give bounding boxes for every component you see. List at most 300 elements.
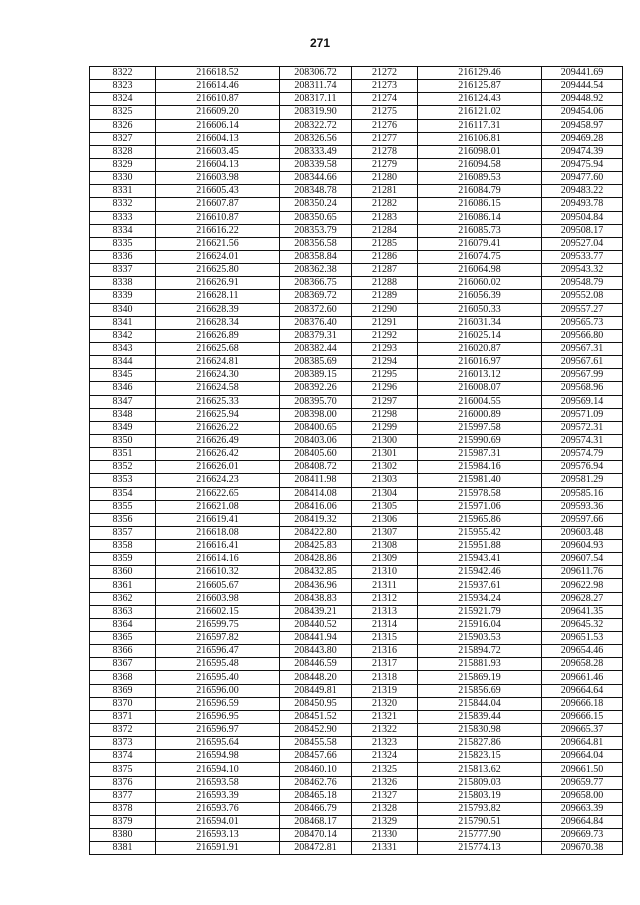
point-number-b-cell: 21286	[352, 250, 418, 263]
x-coordinate-b-cell: 215990.69	[418, 434, 542, 447]
point-number-b-cell: 21310	[352, 566, 418, 579]
point-number-a-cell: 8331	[90, 185, 156, 198]
y-coordinate-a-cell: 208465.18	[280, 789, 352, 802]
point-number-a-cell: 8381	[90, 842, 156, 855]
x-coordinate-a-cell: 216624.81	[156, 356, 280, 369]
y-coordinate-b-cell: 209527.04	[542, 237, 623, 250]
y-coordinate-b-cell: 209568.96	[542, 382, 623, 395]
y-coordinate-b-cell: 209508.17	[542, 224, 623, 237]
point-number-a-cell: 8327	[90, 132, 156, 145]
y-coordinate-b-cell: 209670.38	[542, 842, 623, 855]
point-number-a-cell: 8324	[90, 93, 156, 106]
x-coordinate-b-cell: 215984.16	[418, 461, 542, 474]
y-coordinate-b-cell: 209444.54	[542, 80, 623, 93]
point-number-a-cell: 8332	[90, 198, 156, 211]
coordinates-table-body	[90, 67, 623, 855]
x-coordinate-b-cell: 216004.55	[418, 395, 542, 408]
x-coordinate-b-cell: 216050.33	[418, 303, 542, 316]
y-coordinate-b-cell: 209664.84	[542, 816, 623, 829]
point-number-b-cell: 21296	[352, 382, 418, 395]
y-coordinate-a-cell: 208468.17	[280, 816, 352, 829]
point-number-a-cell: 8333	[90, 211, 156, 224]
y-coordinate-a-cell: 208339.58	[280, 158, 352, 171]
table-row	[90, 724, 623, 737]
point-number-a-cell: 8355	[90, 500, 156, 513]
y-coordinate-b-cell: 209604.93	[542, 540, 623, 553]
point-number-b-cell: 21308	[352, 540, 418, 553]
point-number-b-cell: 21301	[352, 448, 418, 461]
y-coordinate-a-cell: 208451.52	[280, 710, 352, 723]
y-coordinate-a-cell: 208411.98	[280, 474, 352, 487]
point-number-b-cell: 21283	[352, 211, 418, 224]
y-coordinate-b-cell: 209567.61	[542, 356, 623, 369]
x-coordinate-b-cell: 216013.12	[418, 369, 542, 382]
y-coordinate-b-cell: 209645.32	[542, 618, 623, 631]
point-number-a-cell: 8376	[90, 776, 156, 789]
point-number-b-cell: 21323	[352, 737, 418, 750]
y-coordinate-a-cell: 208385.69	[280, 356, 352, 369]
point-number-a-cell: 8372	[90, 724, 156, 737]
y-coordinate-b-cell: 209664.81	[542, 737, 623, 750]
y-coordinate-b-cell: 209565.73	[542, 316, 623, 329]
point-number-b-cell: 21280	[352, 172, 418, 185]
y-coordinate-b-cell: 209475.94	[542, 158, 623, 171]
y-coordinate-b-cell: 209574.79	[542, 448, 623, 461]
x-coordinate-a-cell: 216624.23	[156, 474, 280, 487]
point-number-b-cell: 21302	[352, 461, 418, 474]
x-coordinate-b-cell: 215774.13	[418, 842, 542, 855]
x-coordinate-b-cell: 216125.87	[418, 80, 542, 93]
x-coordinate-a-cell: 216622.65	[156, 487, 280, 500]
y-coordinate-b-cell: 209504.84	[542, 211, 623, 224]
y-coordinate-a-cell: 208400.65	[280, 421, 352, 434]
x-coordinate-a-cell: 216605.43	[156, 185, 280, 198]
y-coordinate-a-cell: 208356.58	[280, 237, 352, 250]
point-number-b-cell: 21274	[352, 93, 418, 106]
point-number-b-cell: 21292	[352, 329, 418, 342]
x-coordinate-b-cell: 215942.46	[418, 566, 542, 579]
x-coordinate-a-cell: 216594.10	[156, 763, 280, 776]
coordinates-table	[89, 66, 623, 855]
y-coordinate-b-cell: 209454.06	[542, 106, 623, 119]
point-number-a-cell: 8364	[90, 618, 156, 631]
x-coordinate-a-cell: 216602.15	[156, 605, 280, 618]
y-coordinate-a-cell: 208441.94	[280, 632, 352, 645]
y-coordinate-b-cell: 209493.78	[542, 198, 623, 211]
table-row	[90, 211, 623, 224]
y-coordinate-b-cell: 209658.28	[542, 658, 623, 671]
y-coordinate-b-cell: 209441.69	[542, 67, 623, 80]
y-coordinate-b-cell: 209483.22	[542, 185, 623, 198]
y-coordinate-a-cell: 208462.76	[280, 776, 352, 789]
point-number-a-cell: 8363	[90, 605, 156, 618]
x-coordinate-b-cell: 215934.24	[418, 592, 542, 605]
x-coordinate-b-cell: 215997.58	[418, 421, 542, 434]
y-coordinate-a-cell: 208350.24	[280, 198, 352, 211]
table-row	[90, 500, 623, 513]
x-coordinate-a-cell: 216624.30	[156, 369, 280, 382]
y-coordinate-b-cell: 209666.15	[542, 710, 623, 723]
y-coordinate-a-cell: 208443.80	[280, 645, 352, 658]
x-coordinate-b-cell: 215955.42	[418, 526, 542, 539]
point-number-a-cell: 8362	[90, 592, 156, 605]
y-coordinate-b-cell: 209669.73	[542, 829, 623, 842]
y-coordinate-b-cell: 209607.54	[542, 553, 623, 566]
y-coordinate-a-cell: 208446.59	[280, 658, 352, 671]
x-coordinate-a-cell: 216619.41	[156, 513, 280, 526]
table-row	[90, 684, 623, 697]
point-number-b-cell: 21329	[352, 816, 418, 829]
y-coordinate-a-cell: 208392.26	[280, 382, 352, 395]
point-number-b-cell: 21282	[352, 198, 418, 211]
y-coordinate-a-cell: 208348.78	[280, 185, 352, 198]
x-coordinate-b-cell: 215916.04	[418, 618, 542, 631]
point-number-b-cell: 21291	[352, 316, 418, 329]
point-number-a-cell: 8365	[90, 632, 156, 645]
y-coordinate-a-cell: 208311.74	[280, 80, 352, 93]
y-coordinate-b-cell: 209567.99	[542, 369, 623, 382]
table-row	[90, 579, 623, 592]
point-number-a-cell: 8328	[90, 145, 156, 158]
x-coordinate-a-cell: 216621.56	[156, 237, 280, 250]
point-number-a-cell: 8380	[90, 829, 156, 842]
table-row	[90, 145, 623, 158]
point-number-b-cell: 21304	[352, 487, 418, 500]
y-coordinate-b-cell: 209663.39	[542, 802, 623, 815]
x-coordinate-a-cell: 216596.47	[156, 645, 280, 658]
y-coordinate-a-cell: 208326.56	[280, 132, 352, 145]
point-number-b-cell: 21287	[352, 264, 418, 277]
point-number-b-cell: 21303	[352, 474, 418, 487]
x-coordinate-a-cell: 216626.49	[156, 434, 280, 447]
table-row	[90, 802, 623, 815]
y-coordinate-b-cell: 209581.29	[542, 474, 623, 487]
point-number-b-cell: 21307	[352, 526, 418, 539]
x-coordinate-b-cell: 216031.34	[418, 316, 542, 329]
x-coordinate-b-cell: 216056.39	[418, 290, 542, 303]
point-number-b-cell: 21277	[352, 132, 418, 145]
x-coordinate-b-cell: 216000.89	[418, 408, 542, 421]
point-number-a-cell: 8334	[90, 224, 156, 237]
table-row	[90, 421, 623, 434]
y-coordinate-a-cell: 208428.86	[280, 553, 352, 566]
point-number-b-cell: 21326	[352, 776, 418, 789]
y-coordinate-a-cell: 208403.06	[280, 434, 352, 447]
y-coordinate-a-cell: 208382.44	[280, 342, 352, 355]
table-row	[90, 250, 623, 263]
x-coordinate-a-cell: 216616.41	[156, 540, 280, 553]
y-coordinate-a-cell: 208416.06	[280, 500, 352, 513]
point-number-b-cell: 21273	[352, 80, 418, 93]
y-coordinate-b-cell: 209659.77	[542, 776, 623, 789]
table-row	[90, 80, 623, 93]
y-coordinate-a-cell: 208306.72	[280, 67, 352, 80]
y-coordinate-a-cell: 208372.60	[280, 303, 352, 316]
table-row	[90, 132, 623, 145]
point-number-a-cell: 8349	[90, 421, 156, 434]
x-coordinate-b-cell: 215793.82	[418, 802, 542, 815]
x-coordinate-a-cell: 216628.39	[156, 303, 280, 316]
y-coordinate-a-cell: 208317.11	[280, 93, 352, 106]
point-number-b-cell: 21331	[352, 842, 418, 855]
x-coordinate-a-cell: 216625.80	[156, 264, 280, 277]
table-row	[90, 329, 623, 342]
y-coordinate-b-cell: 209661.46	[542, 671, 623, 684]
y-coordinate-a-cell: 208369.72	[280, 290, 352, 303]
x-coordinate-b-cell: 216094.58	[418, 158, 542, 171]
y-coordinate-b-cell: 209552.08	[542, 290, 623, 303]
table-row	[90, 93, 623, 106]
y-coordinate-a-cell: 208353.79	[280, 224, 352, 237]
x-coordinate-b-cell: 215894.72	[418, 645, 542, 658]
point-number-a-cell: 8336	[90, 250, 156, 263]
y-coordinate-b-cell: 209474.39	[542, 145, 623, 158]
y-coordinate-b-cell: 209641.35	[542, 605, 623, 618]
table-row	[90, 303, 623, 316]
x-coordinate-b-cell: 216064.98	[418, 264, 542, 277]
x-coordinate-b-cell: 215803.19	[418, 789, 542, 802]
x-coordinate-a-cell: 216593.58	[156, 776, 280, 789]
x-coordinate-b-cell: 215971.06	[418, 500, 542, 513]
y-coordinate-b-cell: 209654.46	[542, 645, 623, 658]
x-coordinate-a-cell: 216626.91	[156, 277, 280, 290]
y-coordinate-a-cell: 208376.40	[280, 316, 352, 329]
y-coordinate-b-cell: 209574.31	[542, 434, 623, 447]
point-number-a-cell: 8341	[90, 316, 156, 329]
y-coordinate-a-cell: 208344.66	[280, 172, 352, 185]
table-row	[90, 750, 623, 763]
x-coordinate-b-cell: 215943.41	[418, 553, 542, 566]
point-number-b-cell: 21294	[352, 356, 418, 369]
table-row	[90, 290, 623, 303]
y-coordinate-a-cell: 208405.60	[280, 448, 352, 461]
table-row	[90, 513, 623, 526]
point-number-a-cell: 8378	[90, 802, 156, 815]
y-coordinate-b-cell: 209576.94	[542, 461, 623, 474]
y-coordinate-b-cell: 209603.48	[542, 526, 623, 539]
x-coordinate-b-cell: 216098.01	[418, 145, 542, 158]
point-number-b-cell: 21328	[352, 802, 418, 815]
y-coordinate-a-cell: 208425.83	[280, 540, 352, 553]
y-coordinate-b-cell: 209651.53	[542, 632, 623, 645]
x-coordinate-b-cell: 215951.88	[418, 540, 542, 553]
table-row	[90, 763, 623, 776]
table-row	[90, 487, 623, 500]
table-row	[90, 632, 623, 645]
y-coordinate-a-cell: 208333.49	[280, 145, 352, 158]
point-number-a-cell: 8371	[90, 710, 156, 723]
x-coordinate-a-cell: 216618.08	[156, 526, 280, 539]
point-number-a-cell: 8323	[90, 80, 156, 93]
x-coordinate-a-cell: 216607.87	[156, 198, 280, 211]
y-coordinate-b-cell: 209593.36	[542, 500, 623, 513]
x-coordinate-a-cell: 216628.11	[156, 290, 280, 303]
table-row	[90, 671, 623, 684]
table-row	[90, 658, 623, 671]
x-coordinate-a-cell: 216626.42	[156, 448, 280, 461]
x-coordinate-b-cell: 216060.02	[418, 277, 542, 290]
x-coordinate-b-cell: 216085.73	[418, 224, 542, 237]
point-number-b-cell: 21276	[352, 119, 418, 132]
point-number-b-cell: 21289	[352, 290, 418, 303]
point-number-b-cell: 21297	[352, 395, 418, 408]
point-number-a-cell: 8352	[90, 461, 156, 474]
point-number-a-cell: 8368	[90, 671, 156, 684]
x-coordinate-b-cell: 216089.53	[418, 172, 542, 185]
x-coordinate-b-cell: 215827.86	[418, 737, 542, 750]
y-coordinate-b-cell: 209533.77	[542, 250, 623, 263]
table-row	[90, 237, 623, 250]
point-number-a-cell: 8373	[90, 737, 156, 750]
y-coordinate-b-cell: 209611.76	[542, 566, 623, 579]
x-coordinate-b-cell: 215987.31	[418, 448, 542, 461]
point-number-b-cell: 21320	[352, 697, 418, 710]
x-coordinate-a-cell: 216614.16	[156, 553, 280, 566]
y-coordinate-a-cell: 208358.84	[280, 250, 352, 263]
table-row	[90, 448, 623, 461]
x-coordinate-a-cell: 216610.87	[156, 211, 280, 224]
table-row	[90, 277, 623, 290]
x-coordinate-a-cell: 216624.58	[156, 382, 280, 395]
y-coordinate-b-cell: 209572.31	[542, 421, 623, 434]
x-coordinate-b-cell: 216079.41	[418, 237, 542, 250]
x-coordinate-b-cell: 215937.61	[418, 579, 542, 592]
y-coordinate-b-cell: 209543.32	[542, 264, 623, 277]
y-coordinate-a-cell: 208439.21	[280, 605, 352, 618]
y-coordinate-b-cell: 209628.27	[542, 592, 623, 605]
y-coordinate-a-cell: 208319.90	[280, 106, 352, 119]
y-coordinate-b-cell: 209477.60	[542, 172, 623, 185]
y-coordinate-b-cell: 209548.79	[542, 277, 623, 290]
point-number-b-cell: 21278	[352, 145, 418, 158]
y-coordinate-b-cell: 209664.04	[542, 750, 623, 763]
y-coordinate-b-cell: 209664.64	[542, 684, 623, 697]
y-coordinate-b-cell: 209658.00	[542, 789, 623, 802]
point-number-a-cell: 8367	[90, 658, 156, 671]
y-coordinate-a-cell: 208466.79	[280, 802, 352, 815]
point-number-a-cell: 8340	[90, 303, 156, 316]
point-number-b-cell: 21290	[352, 303, 418, 316]
table-row	[90, 789, 623, 802]
table-row	[90, 710, 623, 723]
x-coordinate-b-cell: 215823.15	[418, 750, 542, 763]
x-coordinate-a-cell: 216626.01	[156, 461, 280, 474]
y-coordinate-a-cell: 208432.85	[280, 566, 352, 579]
y-coordinate-b-cell: 209557.27	[542, 303, 623, 316]
point-number-a-cell: 8353	[90, 474, 156, 487]
y-coordinate-a-cell: 208460.10	[280, 763, 352, 776]
point-number-b-cell: 21293	[352, 342, 418, 355]
table-row	[90, 356, 623, 369]
x-coordinate-a-cell: 216616.22	[156, 224, 280, 237]
y-coordinate-b-cell: 209566.80	[542, 329, 623, 342]
point-number-a-cell: 8346	[90, 382, 156, 395]
x-coordinate-a-cell: 216603.98	[156, 172, 280, 185]
point-number-b-cell: 21321	[352, 710, 418, 723]
point-number-b-cell: 21284	[352, 224, 418, 237]
point-number-a-cell: 8329	[90, 158, 156, 171]
x-coordinate-a-cell: 216628.34	[156, 316, 280, 329]
table-row	[90, 776, 623, 789]
table-row	[90, 382, 623, 395]
x-coordinate-b-cell: 216008.07	[418, 382, 542, 395]
x-coordinate-a-cell: 216591.91	[156, 842, 280, 855]
x-coordinate-a-cell: 216596.00	[156, 684, 280, 697]
x-coordinate-a-cell: 216625.68	[156, 342, 280, 355]
point-number-b-cell: 21327	[352, 789, 418, 802]
x-coordinate-a-cell: 216605.67	[156, 579, 280, 592]
table-row	[90, 434, 623, 447]
table-row	[90, 526, 623, 539]
point-number-b-cell: 21305	[352, 500, 418, 513]
x-coordinate-b-cell: 215978.58	[418, 487, 542, 500]
x-coordinate-b-cell: 215790.51	[418, 816, 542, 829]
y-coordinate-a-cell: 208414.08	[280, 487, 352, 500]
point-number-a-cell: 8342	[90, 329, 156, 342]
point-number-b-cell: 21279	[352, 158, 418, 171]
y-coordinate-b-cell: 209458.97	[542, 119, 623, 132]
y-coordinate-b-cell: 209469.28	[542, 132, 623, 145]
point-number-a-cell: 8361	[90, 579, 156, 592]
table-row	[90, 842, 623, 855]
x-coordinate-a-cell: 216595.48	[156, 658, 280, 671]
y-coordinate-a-cell: 208422.80	[280, 526, 352, 539]
y-coordinate-a-cell: 208419.32	[280, 513, 352, 526]
x-coordinate-b-cell: 216129.46	[418, 67, 542, 80]
point-number-a-cell: 8343	[90, 342, 156, 355]
point-number-a-cell: 8379	[90, 816, 156, 829]
x-coordinate-a-cell: 216614.46	[156, 80, 280, 93]
point-number-a-cell: 8360	[90, 566, 156, 579]
x-coordinate-a-cell: 216604.13	[156, 132, 280, 145]
y-coordinate-b-cell: 209448.92	[542, 93, 623, 106]
table-row	[90, 816, 623, 829]
point-number-b-cell: 21313	[352, 605, 418, 618]
point-number-a-cell: 8338	[90, 277, 156, 290]
x-coordinate-a-cell: 216603.45	[156, 145, 280, 158]
point-number-a-cell: 8377	[90, 789, 156, 802]
table-row	[90, 737, 623, 750]
point-number-a-cell: 8348	[90, 408, 156, 421]
x-coordinate-b-cell: 216084.79	[418, 185, 542, 198]
x-coordinate-a-cell: 216597.82	[156, 632, 280, 645]
y-coordinate-a-cell: 208448.20	[280, 671, 352, 684]
point-number-a-cell: 8345	[90, 369, 156, 382]
x-coordinate-b-cell: 215813.62	[418, 763, 542, 776]
point-number-b-cell: 21324	[352, 750, 418, 763]
table-row	[90, 119, 623, 132]
point-number-a-cell: 8325	[90, 106, 156, 119]
x-coordinate-a-cell: 216593.76	[156, 802, 280, 815]
point-number-a-cell: 8322	[90, 67, 156, 80]
x-coordinate-a-cell: 216625.94	[156, 408, 280, 421]
y-coordinate-a-cell: 208450.95	[280, 697, 352, 710]
y-coordinate-b-cell: 209567.31	[542, 342, 623, 355]
x-coordinate-b-cell: 215921.79	[418, 605, 542, 618]
table-row	[90, 461, 623, 474]
y-coordinate-a-cell: 208350.65	[280, 211, 352, 224]
x-coordinate-b-cell: 215844.04	[418, 697, 542, 710]
y-coordinate-a-cell: 208457.66	[280, 750, 352, 763]
table-row	[90, 592, 623, 605]
point-number-b-cell: 21325	[352, 763, 418, 776]
y-coordinate-a-cell: 208449.81	[280, 684, 352, 697]
x-coordinate-a-cell: 216609.20	[156, 106, 280, 119]
x-coordinate-a-cell: 216610.87	[156, 93, 280, 106]
point-number-b-cell: 21318	[352, 671, 418, 684]
x-coordinate-b-cell: 216020.87	[418, 342, 542, 355]
point-number-b-cell: 21309	[352, 553, 418, 566]
